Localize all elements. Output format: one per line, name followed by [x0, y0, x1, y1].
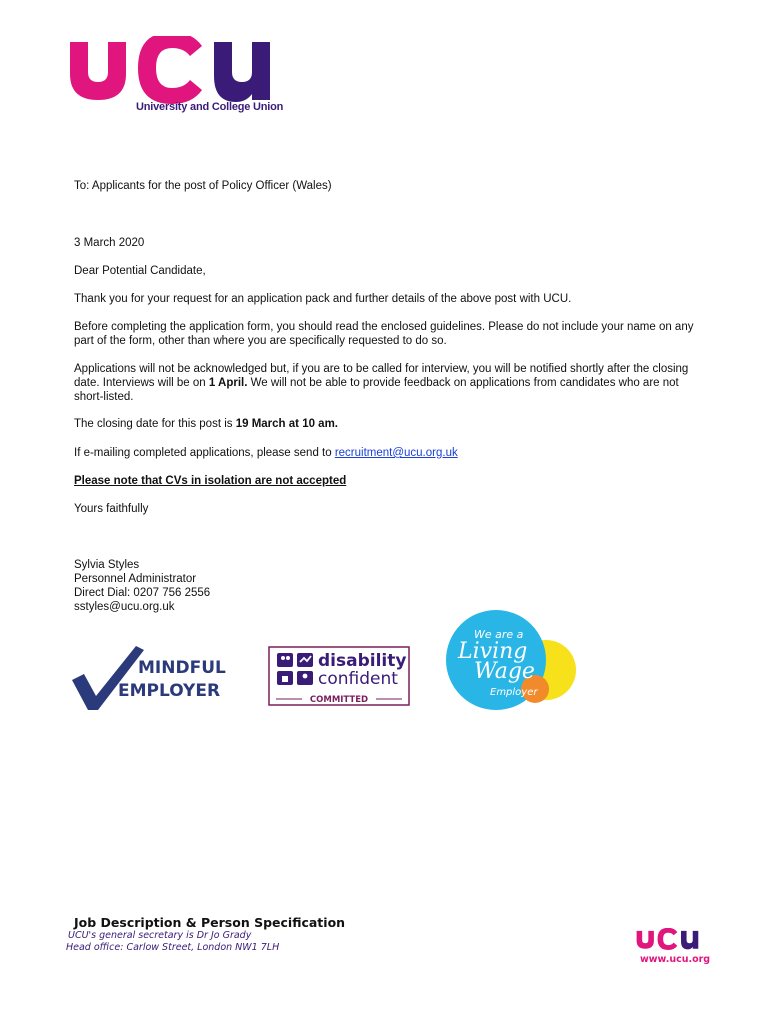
recruitment-email-link[interactable]: recruitment@ucu.org.uk: [334, 447, 458, 459]
dc-line1: disability: [318, 651, 407, 671]
footer-ucu-logo: [636, 928, 710, 956]
paragraph-acknowledgement: Applications will not be acknowledged but, if you are to be called for interview, you will be notified shortly after the closing date. Interviews will be on 1 April. We will not be able to provide feedback on applications from candidates who are not short-listed.: [74, 363, 689, 403]
letter-date: 3 March 2020: [74, 237, 145, 249]
mindful-line2: EMPLOYER: [118, 681, 221, 701]
dc-line3: COMMITTED: [309, 695, 369, 705]
to-line: To: Applicants for the post of Policy Officer (Wales): [74, 180, 332, 192]
footer-title: Job Description & Person Specification: [74, 915, 346, 930]
people-icon: [277, 653, 293, 667]
cv-note: Please note that CVs in isolation are not accepted: [74, 475, 347, 487]
closing: Yours faithfully: [74, 503, 149, 515]
signature-phone: Direct Dial: 0207 756 2556: [74, 587, 211, 599]
lw-line1: We are a: [474, 628, 524, 641]
disability-confident-badge: [268, 646, 410, 706]
paragraph-closing-date: The closing date for this post is 19 March at 10 am.: [74, 418, 338, 430]
lw-line3: Wage: [474, 659, 535, 684]
signature-title: Personnel Administrator: [74, 573, 197, 585]
signature-name: Sylvia Styles: [74, 559, 140, 571]
paragraph-guidelines: Before completing the application form, you should read the enclosed guidelines. Please do not include your name on any part of the form, other than where you are specifically requested to do so.: [74, 321, 694, 347]
lw-line2: Living: [458, 639, 528, 664]
org-name: University and College Union: [136, 101, 284, 113]
living-wage-badge: [444, 608, 580, 712]
footer-url[interactable]: www.ucu.org: [640, 954, 711, 965]
footer-office: Head office: Carlow Street, London NW1 7LH: [66, 942, 280, 953]
paragraph-email: If e-mailing completed applications, please send to recruitment@ucu.org.uk: [74, 447, 458, 459]
footer-secretary: UCU's general secretary is Dr Jo Grady: [68, 930, 252, 941]
mindful-employer-badge: [70, 646, 230, 712]
signature-email: sstyles@ucu.org.uk: [74, 601, 175, 613]
mindful-line1: MINDFUL: [138, 658, 226, 678]
dc-line2: confident: [318, 669, 398, 689]
lw-line4: Employer: [490, 687, 538, 698]
salutation: Dear Potential Candidate,: [74, 265, 206, 277]
paragraph-intro: Thank you for your request for an application pack and further details of the above post with UCU.: [74, 293, 572, 305]
